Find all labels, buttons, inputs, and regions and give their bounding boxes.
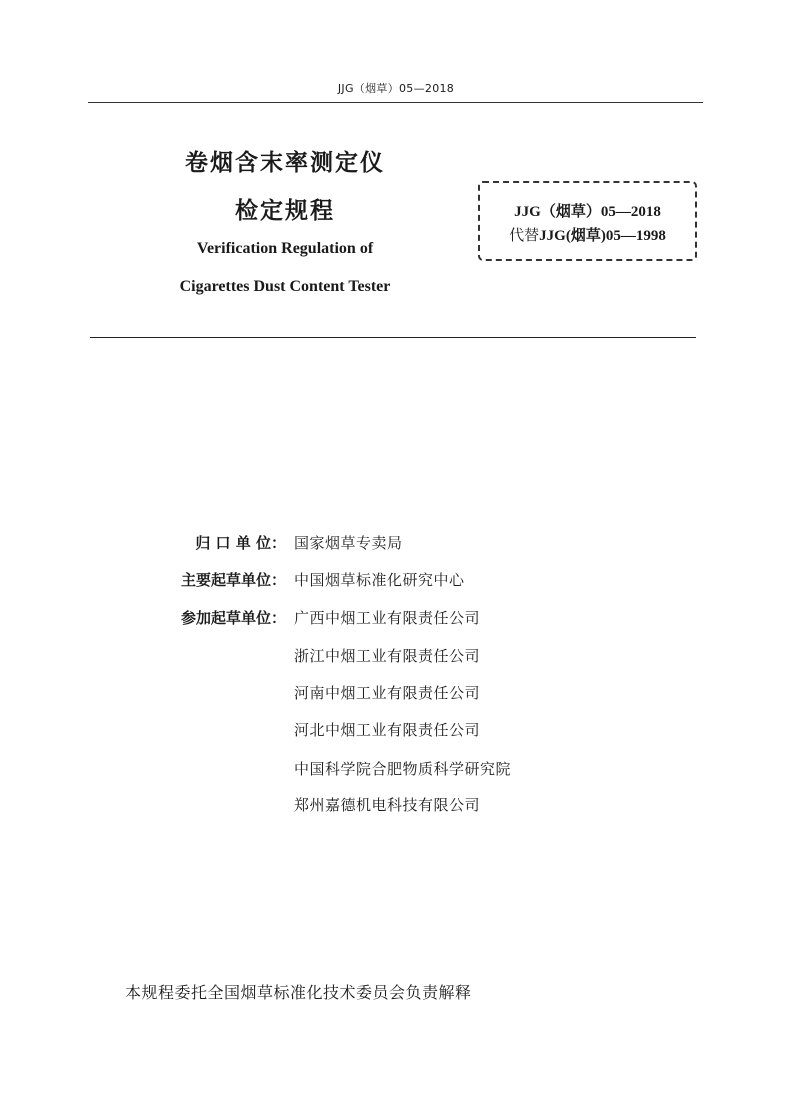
participating-unit-item: 浙江中烟工业有限责任公司 (294, 647, 481, 665)
centralized-unit-label: 归 口 单 位： (195, 534, 286, 552)
main-drafting-unit-row (0, 569, 792, 597)
title-chinese-line-2: 检定规程 (235, 198, 335, 224)
title-chinese-line-1: 卷烟含末率测定仪 (185, 150, 385, 176)
main-drafting-unit-value: 中国烟草标准化研究中心 (294, 571, 465, 589)
centralized-unit-row (0, 532, 792, 560)
header-divider (88, 102, 703, 103)
interpretation-note: 本规程委托全国烟草标准化技术委员会负责解释 (125, 983, 472, 1002)
participating-unit-row (0, 682, 792, 710)
regulation-code-box (478, 181, 697, 261)
participating-unit-item: 河南中烟工业有限责任公司 (294, 684, 481, 702)
title-english-line-1: Verification Regulation of (196, 240, 374, 257)
regulation-code: JJG（烟草）05—2018 (514, 204, 661, 220)
participating-unit-row (0, 607, 792, 635)
participating-unit-item: 中国科学院合肥物质科学研究院 (294, 760, 512, 778)
participating-unit-row (0, 758, 792, 786)
participating-unit-label: 参加起草单位： (180, 609, 286, 627)
participating-unit-row (0, 794, 792, 822)
section-divider (90, 337, 696, 338)
replaces-line (480, 224, 695, 245)
participating-unit-item: 广西中烟工业有限责任公司 (294, 609, 481, 627)
replaces-prefix: 代替 (509, 228, 540, 244)
title-english-line-2: Cigarettes Dust Content Tester (179, 278, 391, 295)
centralized-unit-value: 国家烟草专卖局 (294, 534, 403, 552)
running-header: JJG（烟草）05—2018 (337, 82, 455, 95)
participating-unit-item: 郑州嘉德机电科技有限公司 (294, 796, 481, 814)
participating-unit-item: 河北中烟工业有限责任公司 (294, 721, 481, 739)
main-drafting-unit-label: 主要起草单位： (180, 571, 286, 589)
participating-unit-row (0, 645, 792, 673)
replaces-code: JJG(烟草)05—1998 (539, 228, 666, 244)
participating-unit-row (0, 719, 792, 747)
